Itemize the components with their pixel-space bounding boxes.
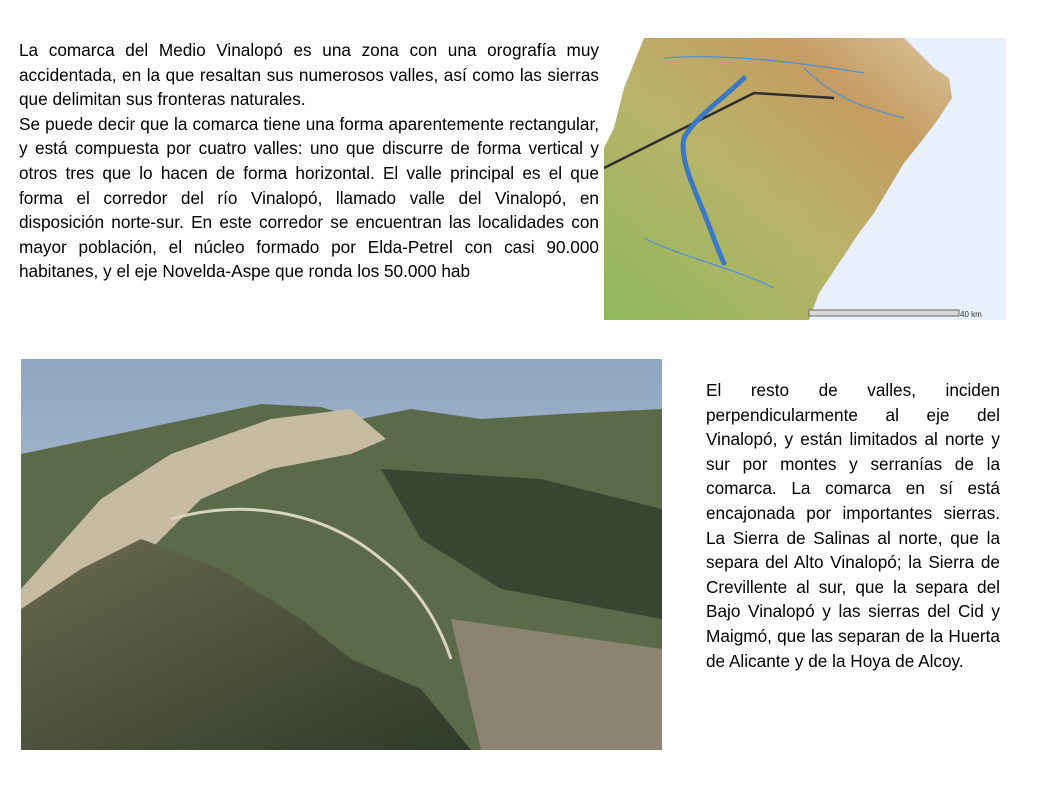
mountain-landscape-photo	[21, 359, 662, 750]
intro-paragraph-1: La comarca del Medio Vinalopó es una zona con una orografía muy accidentada, en la que resaltan sus numerosos valles, así como las sierras que delimitan sus fronteras naturales.	[19, 40, 599, 110]
map-scale-label: 40 km	[960, 310, 982, 319]
side-text	[706, 378, 1000, 673]
intro-paragraph-2: Se puede decir que la comarca tiene una forma aparentemente rectangular, y está compuesta por cuatro valles: uno que discurre de forma vertical y otros tres que lo hacen de forma horizontal. El valle principal es el que forma el corredor del río Vinalopó, llamado valle del Vinalopó, en disposición norte-sur. En este corredor se encuentran las localidades con mayor población, el núcleo formado por Elda-Petrel con casi 90.000 habitanes, y el eje Novelda-Aspe que ronda los 50.000 hab	[19, 113, 599, 282]
side-paragraph: El resto de valles, inciden perpendicularmente al eje del Vinalopó, y están limitados al norte y sur por montes y serranías de la comarca. La comarca en sí está encajonada por importantes sierras. La Sierra de Salinas al norte, que la separa del Alto Vinalopó; la Sierra de Crevillente al sur, que la separa del Bajo Vinalopó y las sierras del Cid y Maigmó, que las separan de la Huerta de Alicante y de la Hoya de Alcoy.	[706, 380, 1000, 671]
intro-text	[19, 38, 599, 284]
relief-map-image	[604, 38, 1006, 320]
